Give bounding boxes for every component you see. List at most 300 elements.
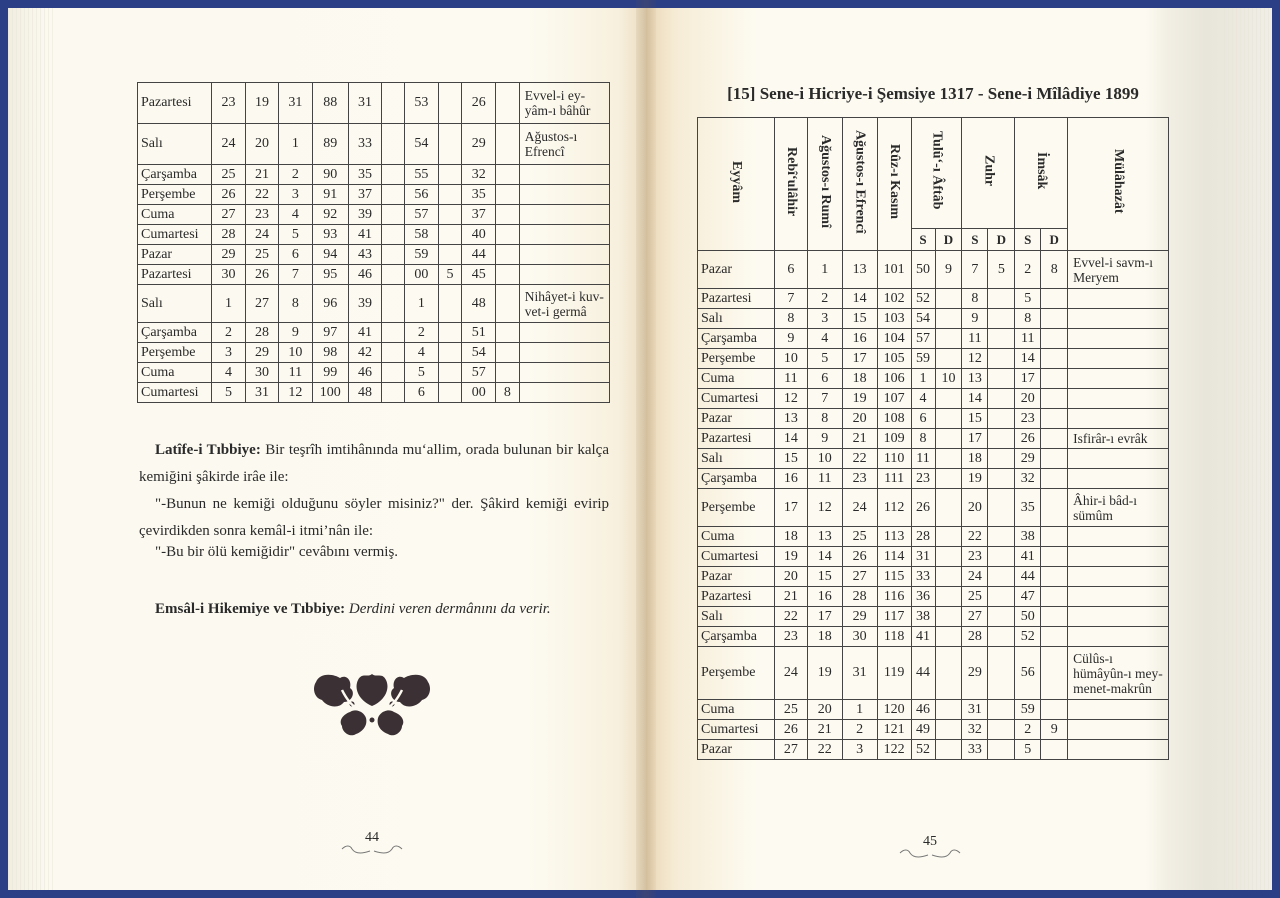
value-cell [382,323,405,343]
value-cell: 3 [279,185,312,205]
table-row [138,323,610,343]
value-cell [935,289,962,309]
value-cell [495,185,519,205]
value-cell: 23 [911,469,935,489]
value-cell: 4 [279,205,312,225]
value-cell: 20 [807,700,842,720]
value-cell: 25 [245,245,278,265]
value-cell: 19 [842,389,877,409]
table-row [138,285,610,323]
value-cell: 22 [807,740,842,760]
value-cell: 35 [348,165,381,185]
value-cell: 14 [842,289,877,309]
value-cell [438,124,462,165]
header-d: D [1041,229,1068,251]
value-cell: 23 [1015,409,1041,429]
note-cell [1068,469,1169,489]
value-cell [382,225,405,245]
value-cell [988,389,1015,409]
note-cell [1068,309,1169,329]
value-cell: 35 [1015,489,1041,527]
value-cell: 11 [774,369,807,389]
value-cell: 89 [312,124,348,165]
table-row [698,607,1169,627]
value-cell: 13 [842,251,877,289]
day-cell: Salı [698,607,775,627]
value-cell: 113 [877,527,911,547]
value-cell: 22 [245,185,278,205]
value-cell [495,124,519,165]
value-cell: 31 [245,383,278,403]
value-cell: 2 [842,720,877,740]
value-cell: 19 [774,547,807,567]
anecdote-text-3: "-Bu bir ölü kemiğidir" cevâbını vermiş. [155,544,399,560]
note-cell [519,383,609,403]
value-cell [495,265,519,285]
value-cell: 44 [911,647,935,700]
value-cell: 22 [774,607,807,627]
table-row [698,647,1169,700]
value-cell: 30 [245,363,278,383]
value-cell [988,289,1015,309]
value-cell: 27 [962,607,988,627]
value-cell: 6 [911,409,935,429]
day-cell: Pazar [698,567,775,587]
value-cell [495,343,519,363]
value-cell [495,245,519,265]
page-number-right: 45 [923,834,937,849]
value-cell: 25 [962,587,988,607]
value-cell [438,343,462,363]
table-row [138,205,610,225]
note-cell [1068,527,1169,547]
value-cell: 40 [462,225,495,245]
value-cell: 99 [312,363,348,383]
value-cell: 3 [807,309,842,329]
value-cell: 92 [312,205,348,225]
day-cell: Cumartesi [698,389,775,409]
value-cell: 50 [1015,607,1041,627]
value-cell: 51 [462,323,495,343]
value-cell: 50 [911,251,935,289]
value-cell: 11 [807,469,842,489]
page-title: [15] Sene-i Hicriye-i Şemsiye 1317 - Sene-i Mîlâdiye 1899 [727,84,1139,103]
flourish-icon [340,843,404,857]
value-cell [935,489,962,527]
value-cell: 20 [962,489,988,527]
value-cell: 28 [911,527,935,547]
value-cell [1041,349,1068,369]
note-cell [519,363,609,383]
value-cell [935,547,962,567]
value-cell: 16 [807,587,842,607]
value-cell: 88 [312,83,348,124]
value-cell: 15 [842,309,877,329]
value-cell [935,409,962,429]
value-cell: 11 [911,449,935,469]
value-cell: 44 [1015,567,1041,587]
value-cell [495,205,519,225]
value-cell: 33 [348,124,381,165]
value-cell: 23 [245,205,278,225]
day-cell: Cumartesi [138,383,212,403]
value-cell: 26 [212,185,245,205]
value-cell [1041,740,1068,760]
value-cell: 26 [774,720,807,740]
value-cell: 10 [279,343,312,363]
value-cell [988,449,1015,469]
value-cell: 57 [462,363,495,383]
day-cell: Pazartesi [138,265,212,285]
value-cell [382,165,405,185]
day-cell: Pazar [698,251,775,289]
value-cell [495,225,519,245]
value-cell: 31 [962,700,988,720]
day-cell: Perşembe [698,489,775,527]
value-cell: 33 [911,567,935,587]
value-cell [935,587,962,607]
value-cell: 23 [842,469,877,489]
value-cell: 58 [405,225,438,245]
value-cell [438,245,462,265]
day-cell: Pazartesi [698,587,775,607]
value-cell: 2 [1015,251,1041,289]
value-cell: 8 [911,429,935,449]
value-cell [382,285,405,323]
table-row [698,309,1169,329]
day-cell: Pazartesi [138,83,212,124]
right-calendar-table [697,117,1169,760]
value-cell: 26 [245,265,278,285]
note-cell [519,185,609,205]
note-cell [1068,547,1169,567]
day-cell: Cumartesi [138,225,212,245]
value-cell [382,83,405,124]
value-cell [935,740,962,760]
value-cell: 6 [405,383,438,403]
value-cell [1041,567,1068,587]
value-cell: 2 [807,289,842,309]
value-cell: 29 [245,343,278,363]
header-s: S [962,229,988,251]
value-cell: 20 [245,124,278,165]
value-cell: 5 [807,349,842,369]
note-cell [519,205,609,225]
table-row [698,547,1169,567]
table-row [138,265,610,285]
table-row [698,449,1169,469]
value-cell [1041,489,1068,527]
day-cell: Salı [138,124,212,165]
anecdote-paragraph-2 [139,491,609,545]
value-cell: 120 [877,700,911,720]
value-cell [988,369,1015,389]
value-cell: 17 [807,607,842,627]
value-cell [988,720,1015,740]
header-tulu-aftab: Tulû‘-ı Âftâb [911,118,962,229]
value-cell: 46 [348,265,381,285]
value-cell: 13 [962,369,988,389]
value-cell: 29 [842,607,877,627]
day-cell: Çarşamba [138,165,212,185]
value-cell: 26 [1015,429,1041,449]
value-cell: 54 [462,343,495,363]
value-cell: 1 [807,251,842,289]
value-cell: 98 [312,343,348,363]
table-row [138,165,610,185]
value-cell: 21 [842,429,877,449]
value-cell: 11 [1015,329,1041,349]
value-cell: 54 [911,309,935,329]
table-row [698,251,1169,289]
table-row [698,740,1169,760]
value-cell: 122 [877,740,911,760]
value-cell [438,205,462,225]
page-edge [8,8,56,890]
value-cell: 1 [279,124,312,165]
note-cell [1068,607,1169,627]
value-cell: 110 [877,449,911,469]
note-cell: Ağustos-ı Efrencî [519,124,609,165]
value-cell: 5 [279,225,312,245]
value-cell: 109 [877,429,911,449]
note-cell [1068,720,1169,740]
value-cell: 4 [911,389,935,409]
value-cell: 2 [212,323,245,343]
day-cell: Çarşamba [698,627,775,647]
value-cell [935,389,962,409]
value-cell [935,449,962,469]
value-cell: 26 [462,83,495,124]
value-cell: 56 [405,185,438,205]
value-cell: 57 [405,205,438,225]
value-cell [382,205,405,225]
value-cell: 59 [911,349,935,369]
value-cell: 30 [842,627,877,647]
value-cell: 8 [279,285,312,323]
value-cell: 116 [877,587,911,607]
value-cell: 21 [245,165,278,185]
value-cell: 1 [911,369,935,389]
value-cell: 6 [807,369,842,389]
note-cell: Isfirâr-ı evrâk [1068,429,1169,449]
value-cell: 114 [877,547,911,567]
value-cell: 26 [842,547,877,567]
value-cell: 17 [962,429,988,449]
value-cell: 25 [774,700,807,720]
value-cell [1041,389,1068,409]
value-cell: 25 [212,165,245,185]
value-cell: 20 [842,409,877,429]
value-cell: 17 [842,349,877,369]
table-row [698,627,1169,647]
anecdote-heading: Latîfe-i Tıbbiye: [155,442,261,458]
left-calendar-table [137,82,610,403]
value-cell: 13 [807,527,842,547]
value-cell: 105 [877,349,911,369]
note-cell [1068,329,1169,349]
value-cell: 3 [842,740,877,760]
value-cell: 104 [877,329,911,349]
value-cell [935,607,962,627]
value-cell: 55 [405,165,438,185]
value-cell: 15 [774,449,807,469]
value-cell: 17 [1015,369,1041,389]
value-cell: 29 [1015,449,1041,469]
value-cell: 35 [462,185,495,205]
table-row [138,363,610,383]
value-cell: 1 [405,285,438,323]
value-cell: 00 [405,265,438,285]
value-cell [438,363,462,383]
value-cell [382,265,405,285]
value-cell [1041,309,1068,329]
value-cell: 107 [877,389,911,409]
value-cell: 18 [962,449,988,469]
value-cell: 29 [962,647,988,700]
value-cell: 5 [438,265,462,285]
value-cell [438,225,462,245]
value-cell: 26 [911,489,935,527]
value-cell: 14 [774,429,807,449]
value-cell: 24 [774,647,807,700]
value-cell [438,323,462,343]
table-row [698,567,1169,587]
value-cell [988,469,1015,489]
value-cell: 2 [1015,720,1041,740]
value-cell: 27 [842,567,877,587]
value-cell [1041,607,1068,627]
value-cell: 27 [212,205,245,225]
value-cell [495,83,519,124]
note-cell [1068,587,1169,607]
note-cell [519,245,609,265]
value-cell [438,285,462,323]
value-cell [988,527,1015,547]
header-imsak: İmsâk [1015,118,1068,229]
note-cell [1068,740,1169,760]
value-cell: 7 [279,265,312,285]
value-cell: 115 [877,567,911,587]
value-cell: 42 [348,343,381,363]
value-cell: 12 [962,349,988,369]
value-cell: 4 [807,329,842,349]
note-cell [1068,627,1169,647]
value-cell [1041,627,1068,647]
value-cell: 16 [842,329,877,349]
value-cell [1041,547,1068,567]
value-cell: 14 [807,547,842,567]
table-row [698,527,1169,547]
value-cell [1041,289,1068,309]
value-cell [988,409,1015,429]
value-cell: 27 [774,740,807,760]
day-cell: Pazar [698,409,775,429]
value-cell: 103 [877,309,911,329]
value-cell: 14 [962,389,988,409]
note-cell [1068,700,1169,720]
value-cell: 5 [405,363,438,383]
table-row [698,469,1169,489]
note-cell [1068,567,1169,587]
value-cell: 8 [1015,309,1041,329]
value-cell: 94 [312,245,348,265]
table-row [698,429,1169,449]
value-cell: 49 [911,720,935,740]
value-cell: 12 [807,489,842,527]
value-cell [1041,329,1068,349]
value-cell: 27 [245,285,278,323]
value-cell: 48 [348,383,381,403]
value-cell: 12 [279,383,312,403]
value-cell: 54 [405,124,438,165]
header-mulahazat: Mülâhazât [1068,118,1169,251]
value-cell: 117 [877,607,911,627]
value-cell [1041,647,1068,700]
value-cell: 15 [962,409,988,429]
value-cell: 9 [935,251,962,289]
header-d: D [935,229,962,251]
header-agustos-rumi: Ağustos-ı Rumî [807,118,842,251]
value-cell: 22 [962,527,988,547]
day-cell: Pazar [698,740,775,760]
value-cell [935,469,962,489]
value-cell: 37 [462,205,495,225]
value-cell [438,383,462,403]
value-cell [382,363,405,383]
value-cell [438,185,462,205]
page-number-left: 44 [365,830,379,845]
value-cell: 31 [348,83,381,124]
day-cell: Salı [138,285,212,323]
header-eyyam: Eyyâm [698,118,775,251]
value-cell: 10 [807,449,842,469]
value-cell: 39 [348,285,381,323]
value-cell: 16 [774,469,807,489]
value-cell: 00 [462,383,495,403]
value-cell [438,83,462,124]
value-cell [988,429,1015,449]
value-cell [988,547,1015,567]
day-cell: Cuma [698,700,775,720]
value-cell: 32 [962,720,988,740]
value-cell: 1 [212,285,245,323]
value-cell: 52 [911,740,935,760]
value-cell: 2 [405,323,438,343]
value-cell: 9 [279,323,312,343]
value-cell [495,363,519,383]
value-cell [1041,527,1068,547]
value-cell: 7 [962,251,988,289]
value-cell: 56 [1015,647,1041,700]
header-rebiulahir: Rebî‘ulâhir [774,118,807,251]
note-cell: Cülûs-ı hümâyûn-ı mey-menet-makrûn [1068,647,1169,700]
value-cell: 20 [774,567,807,587]
note-cell: Nihâyet-i kuv-vet-i germâ [519,285,609,323]
value-cell: 9 [962,309,988,329]
note-cell [519,225,609,245]
day-cell: Çarşamba [698,469,775,489]
value-cell: 118 [877,627,911,647]
table-row [698,349,1169,369]
value-cell: 24 [842,489,877,527]
table-row [698,389,1169,409]
value-cell: 9 [1041,720,1068,740]
table-row [138,245,610,265]
value-cell: 108 [877,409,911,429]
value-cell [1041,369,1068,389]
value-cell [988,740,1015,760]
